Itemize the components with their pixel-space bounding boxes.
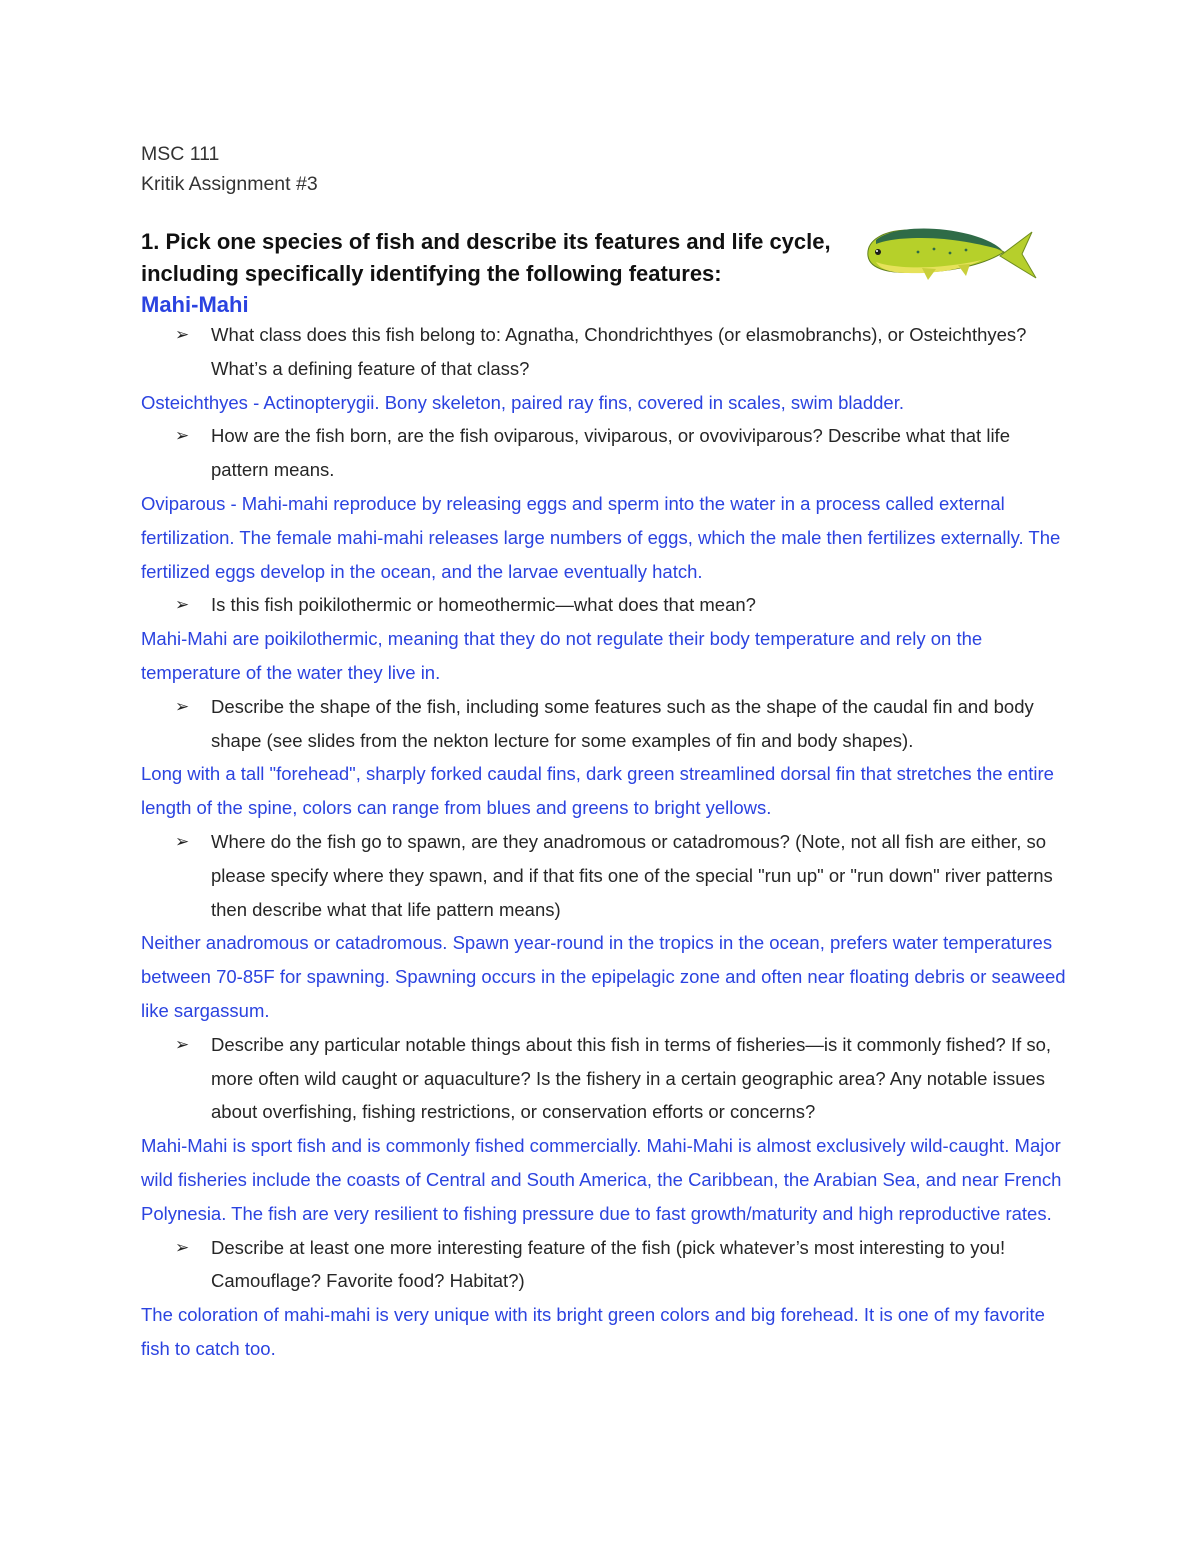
- question-thermic: [141, 588, 1066, 622]
- answer-class: Osteichthyes - Actinopterygii. Bony skeleton, paired ray fins, covered in scales, swim bladder.: [141, 391, 904, 413]
- question-text: Where do the fish go to spawn, are they anadromous or catadromous? (Note, not all fish are either, so please specify where they spawn, and if that fits one of the special "run up" or "run down" river patterns then describe what that life pattern means): [211, 830, 1053, 920]
- answer-interesting: The coloration of mahi-mahi is very unique with its bright green colors and big forehead. It is one of my favorite fish to catch too.: [141, 1304, 1045, 1359]
- question-spawn: [141, 825, 1066, 926]
- question-interesting: [141, 1231, 1066, 1299]
- answer-fisheries: Mahi-Mahi is sport fish and is commonly fished commercially. Mahi-Mahi is almost exclusively wild-caught. Major wild fisheries include the coasts of Central and South America, the Caribbean, the Arabian Sea, and near French Polynesia. The fish are very resilient to fishing pressure due to fast growth/maturity and high reproductive rates.: [141, 1135, 1062, 1224]
- arrow-bullet-icon: ➢: [175, 426, 190, 446]
- arrow-bullet-icon: ➢: [175, 831, 190, 851]
- answer-shape: Long with a tall "forehead", sharply forked caudal fins, dark green streamlined dorsal fin that stretches the entire length of the spine, colors can range from blues and greens to bright yellows.: [141, 763, 1054, 819]
- question-fisheries: [141, 1028, 1066, 1129]
- species-name: Mahi-Mahi: [141, 292, 249, 317]
- answer-birth: Oviparous - Mahi-mahi reproduce by releasing eggs and sperm into the water in a process called external fertilization. The female mahi-mahi releases large numbers of eggs, which the male then fertilizes externally. The fertilized eggs develop in the ocean, and the larvae eventually hatch.: [141, 492, 1061, 582]
- arrow-bullet-icon: ➢: [175, 595, 190, 615]
- question-text: How are the fish born, are the fish oviparous, viviparous, or ovoviviparous? Describe what that life pattern means.: [211, 425, 1010, 481]
- arrow-bullet-icon: ➢: [175, 1034, 190, 1054]
- arrow-bullet-icon: ➢: [175, 1237, 190, 1257]
- answer-spawn: Neither anadromous or catadromous. Spawn year-round in the tropics in the ocean, prefers water temperatures between 70-85F for spawning. Spawning occurs in the epipelagic zone and often near floating debris or seaweed like sargassum.: [141, 932, 1066, 1021]
- question-class: [141, 318, 1066, 386]
- arrow-bullet-icon: ➢: [175, 325, 190, 344]
- question-shape: [141, 690, 1066, 758]
- question-list: [141, 318, 1066, 1366]
- question-text: Describe at least one more interesting feature of the fish (pick whatever’s most interesting to you! Camouflage? Favorite food? Habitat?): [211, 1236, 1006, 1292]
- question-text: Describe any particular notable things about this fish in terms of fisheries—is it commonly fished? If so, more often wild caught or aquaculture? Is the fishery in a certain geographic area? Any notable issues about overfishing, fishing restrictions, or conservation efforts or concerns?: [211, 1033, 1052, 1123]
- assignment-title: Kritik Assignment #3: [141, 173, 318, 195]
- mahi-mahi-fish-illustration: [862, 222, 1038, 284]
- question-text: Describe the shape of the fish, including some features such as the shape of the caudal fin and body shape (see slides from the nekton lecture for some examples of fin and body shapes).: [211, 695, 1034, 751]
- arrow-bullet-icon: ➢: [175, 696, 190, 716]
- question-birth: [141, 419, 1066, 487]
- answer-thermic: Mahi-Mahi are poikilothermic, meaning that they do not regulate their body temperature and rely on the temperature of the water they live in.: [141, 628, 983, 683]
- course-code: MSC 111: [141, 143, 220, 165]
- question-text: Is this fish poikilothermic or homeothermic—what does that mean?: [211, 594, 756, 616]
- question-heading: 1. Pick one species of fish and describe its features and life cycle, including specifically identifying the following features:: [141, 229, 831, 286]
- question-text: What class does this fish belong to: Agnatha, Chondrichthyes (or elasmobranchs), or Osteichthyes? What’s a defining feature of that class?: [211, 324, 1027, 379]
